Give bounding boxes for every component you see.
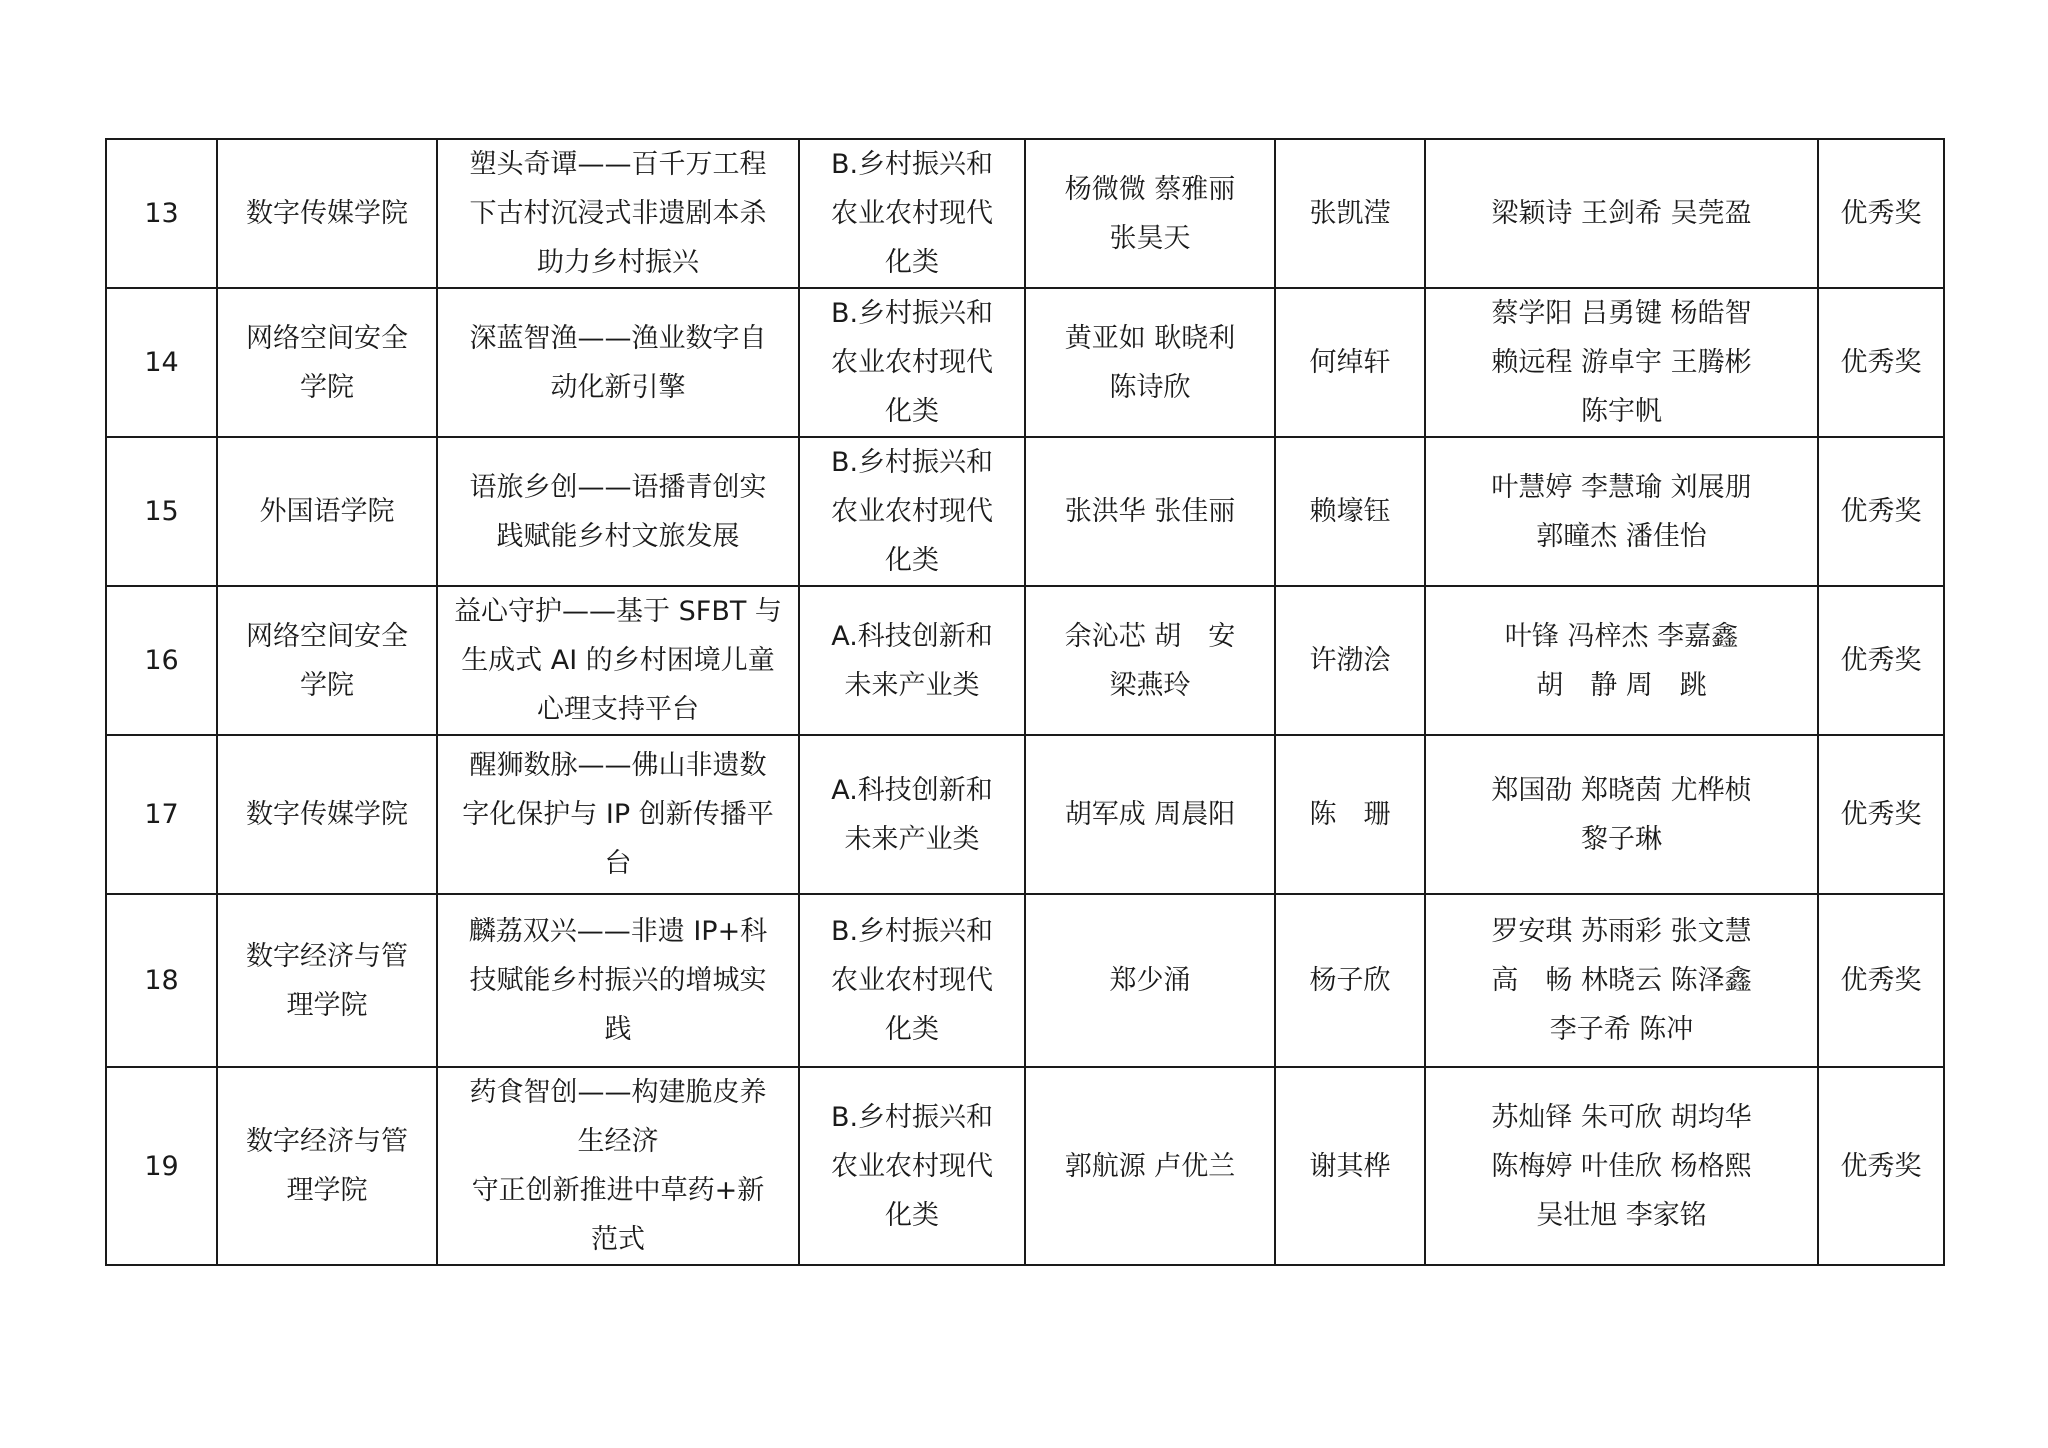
cell-team-leader	[1275, 1067, 1425, 1265]
cell-category	[799, 139, 1025, 288]
cell-award-line: 优秀奖	[1840, 347, 1922, 378]
cell-category-line: 农业农村现代	[831, 496, 993, 527]
cell-advisors-line: 余沁芯 胡 安	[1064, 620, 1236, 652]
table-row	[106, 894, 1944, 1067]
cell-project-name	[437, 586, 799, 735]
table-row	[106, 139, 1944, 288]
cell-project-name-line: 心理支持平台	[537, 694, 699, 725]
cell-team-members-line: 叶慧婷 李慧瑜 刘展朋	[1491, 471, 1752, 503]
cell-project-name-line: 语旅乡创——语播青创实	[469, 471, 767, 503]
cell-advisors-line: 黄亚如 耿晓利	[1064, 322, 1236, 354]
cell-college-line: 学院	[300, 669, 354, 701]
cell-advisors-line: 胡军成 周晨阳	[1064, 799, 1236, 830]
cell-category-line: 农业农村现代	[831, 198, 993, 229]
cell-project-name-line: 醒狮数脉——佛山非遗数	[469, 750, 767, 781]
cell-college	[217, 586, 437, 735]
cell-college-line: 学院	[300, 371, 354, 403]
cell-project-name-line: 药食智创——构建脆皮养	[469, 1077, 767, 1108]
cell-college-line: 数字传媒学院	[246, 799, 408, 830]
cell-advisors	[1025, 1067, 1275, 1265]
cell-project-name-line: 动化新引擎	[550, 371, 686, 403]
cell-category-line: B.乡村振兴和	[830, 916, 994, 947]
cell-team-leader	[1275, 586, 1425, 735]
cell-team-leader-line: 许渤浍	[1309, 645, 1391, 676]
cell-team-leader	[1275, 437, 1425, 586]
cell-team-members	[1425, 288, 1818, 437]
cell-college	[217, 1067, 437, 1265]
cell-team-members-line: 黎子琳	[1581, 823, 1662, 855]
cell-category-line: 化类	[885, 545, 939, 576]
cell-team-members-line: 梁颖诗 王剑希 吴莞盈	[1491, 198, 1752, 229]
cell-award-line: 优秀奖	[1840, 1150, 1922, 1182]
cell-category-line: B.乡村振兴和	[830, 149, 994, 180]
cell-advisors	[1025, 894, 1275, 1067]
cell-award	[1818, 894, 1944, 1067]
cell-project-name-line: 塑头奇谭——百千万工程	[469, 149, 767, 180]
cell-award	[1818, 139, 1944, 288]
table-body	[106, 139, 1944, 1265]
cell-category-line: 化类	[885, 396, 939, 427]
cell-project-name-line: 深蓝智渔——渔业数字自	[469, 322, 767, 354]
cell-category-line: 化类	[885, 1014, 939, 1045]
cell-team-members	[1425, 894, 1818, 1067]
cell-project-name	[437, 288, 799, 437]
cell-category-line: B.乡村振兴和	[830, 1101, 994, 1133]
cell-project-name-line: 践	[604, 1014, 632, 1045]
cell-advisors-line: 陈诗欣	[1109, 371, 1191, 403]
cell-team-members-line: 郑国劭 郑晓茵 尤桦桢	[1491, 774, 1752, 806]
cell-category-line: B.乡村振兴和	[830, 447, 994, 478]
cell-college-line: 数字传媒学院	[246, 198, 408, 229]
cell-college	[217, 288, 437, 437]
cell-team-members-line: 蔡学阳 吕勇键 杨皓智	[1491, 298, 1752, 329]
cell-team-members-line: 陈梅婷 叶佳欣 杨格熙	[1491, 1150, 1752, 1182]
cell-team-members	[1425, 735, 1818, 894]
cell-advisors-line: 杨微微 蔡雅丽	[1064, 173, 1236, 205]
cell-advisors	[1025, 139, 1275, 288]
table-row	[106, 1067, 1944, 1265]
cell-award	[1818, 288, 1944, 437]
cell-college-line: 理学院	[286, 1175, 368, 1206]
cell-category-line: 未来产业类	[844, 669, 980, 701]
cell-team-leader	[1275, 735, 1425, 894]
table-row	[106, 437, 1944, 586]
cell-college-line: 数字经济与管	[246, 940, 408, 972]
cell-category	[799, 894, 1025, 1067]
cell-advisors	[1025, 586, 1275, 735]
cell-advisors-line: 郭航源 卢优兰	[1064, 1150, 1236, 1182]
cell-category-line: 化类	[885, 247, 939, 278]
cell-number: 13	[106, 139, 217, 288]
cell-project-name	[437, 437, 799, 586]
cell-college	[217, 735, 437, 894]
cell-team-members-line: 罗安琪 苏雨彩 张文慧	[1491, 916, 1752, 947]
cell-team-leader-line: 赖壕钰	[1309, 496, 1391, 527]
cell-team-members-line: 高 畅 林晓云 陈泽鑫	[1491, 965, 1752, 996]
cell-number: 15	[106, 437, 217, 586]
cell-team-leader-line: 杨子欣	[1309, 965, 1391, 996]
cell-category-line: 农业农村现代	[831, 965, 993, 996]
cell-team-members	[1425, 586, 1818, 735]
cell-team-members	[1425, 437, 1818, 586]
cell-category-line: 农业农村现代	[831, 1150, 993, 1182]
cell-award-line: 优秀奖	[1840, 496, 1922, 527]
cell-team-members-line: 胡 静 周 跳	[1536, 669, 1707, 701]
cell-category-line: 化类	[885, 1199, 939, 1231]
cell-team-leader-line: 张凯滢	[1309, 198, 1391, 229]
cell-category	[799, 735, 1025, 894]
cell-team-members	[1425, 1067, 1818, 1265]
cell-number: 16	[106, 586, 217, 735]
cell-college-line: 理学院	[286, 989, 368, 1021]
cell-category	[799, 437, 1025, 586]
cell-college-line: 外国语学院	[259, 496, 395, 527]
cell-award	[1818, 437, 1944, 586]
cell-project-name-line: 益心守护——基于 SFBT 与	[454, 596, 782, 627]
cell-team-leader	[1275, 139, 1425, 288]
cell-college	[217, 894, 437, 1067]
cell-project-name-line: 范式	[591, 1224, 645, 1255]
cell-category-line: B.乡村振兴和	[830, 298, 994, 329]
cell-award	[1818, 735, 1944, 894]
cell-project-name-line: 生成式 AI 的乡村困境儿童	[461, 645, 775, 676]
cell-award-line: 优秀奖	[1840, 965, 1922, 996]
cell-award-line: 优秀奖	[1840, 799, 1922, 830]
cell-category	[799, 586, 1025, 735]
cell-team-members-line: 叶锋 冯梓杰 李嘉鑫	[1504, 620, 1739, 652]
cell-award-line: 优秀奖	[1840, 645, 1922, 676]
cell-number: 19	[106, 1067, 217, 1265]
cell-project-name-line: 字化保护与 IP 创新传播平	[462, 799, 774, 830]
cell-team-members	[1425, 139, 1818, 288]
cell-team-members-line: 李子希 陈冲	[1549, 1014, 1694, 1045]
cell-advisors-line: 张洪华 张佳丽	[1064, 496, 1236, 527]
cell-category-line: 农业农村现代	[831, 347, 993, 378]
cell-number: 18	[106, 894, 217, 1067]
cell-advisors	[1025, 437, 1275, 586]
cell-number: 14	[106, 288, 217, 437]
cell-project-name	[437, 735, 799, 894]
cell-team-leader-line: 陈 珊	[1309, 799, 1391, 830]
cell-advisors	[1025, 288, 1275, 437]
cell-team-members-line: 郭曈杰 潘佳怡	[1536, 520, 1707, 552]
table-row	[106, 288, 1944, 437]
cell-college	[217, 139, 437, 288]
cell-number: 17	[106, 735, 217, 894]
table-row	[106, 586, 1944, 735]
cell-project-name-line: 下古村沉浸式非遗剧本杀	[469, 198, 767, 229]
cell-project-name-line: 技赋能乡村振兴的增城实	[469, 965, 767, 996]
cell-college-line: 数字经济与管	[246, 1126, 408, 1157]
cell-team-members-line: 苏灿铎 朱可欣 胡均华	[1491, 1101, 1752, 1133]
cell-college-line: 网络空间安全	[246, 322, 408, 354]
cell-project-name-line: 麟荔双兴——非遗 IP+科	[468, 916, 768, 947]
cell-team-members-line: 赖远程 游卓宇 王腾彬	[1491, 347, 1752, 378]
cell-team-leader-line: 谢其桦	[1309, 1150, 1391, 1182]
cell-category	[799, 1067, 1025, 1265]
cell-project-name	[437, 894, 799, 1067]
cell-project-name	[437, 1067, 799, 1265]
cell-project-name	[437, 139, 799, 288]
cell-advisors-line: 张昊天	[1109, 222, 1191, 254]
cell-advisors-line: 郑少涌	[1109, 965, 1191, 996]
cell-project-name-line: 守正创新推进中草药+新	[471, 1175, 765, 1206]
cell-team-members-line: 陈宇帆	[1581, 396, 1662, 427]
cell-project-name-line: 践赋能乡村文旅发展	[496, 520, 740, 552]
cell-award	[1818, 586, 1944, 735]
cell-category-line: 未来产业类	[844, 823, 980, 855]
cell-college	[217, 437, 437, 586]
cell-category	[799, 288, 1025, 437]
cell-project-name-line: 台	[604, 848, 632, 879]
award-table	[105, 138, 1945, 1266]
table-row	[106, 735, 1944, 894]
cell-team-leader	[1275, 894, 1425, 1067]
cell-team-leader-line: 何绰轩	[1309, 347, 1391, 378]
cell-award	[1818, 1067, 1944, 1265]
cell-college-line: 网络空间安全	[246, 620, 408, 652]
cell-category-line: A.科技创新和	[831, 774, 993, 806]
cell-team-leader	[1275, 288, 1425, 437]
cell-award-line: 优秀奖	[1840, 198, 1922, 229]
cell-category-line: A.科技创新和	[831, 620, 993, 652]
cell-advisors	[1025, 735, 1275, 894]
cell-advisors-line: 梁燕玲	[1109, 669, 1191, 701]
cell-project-name-line: 助力乡村振兴	[537, 247, 699, 278]
cell-team-members-line: 吴壮旭 李家铭	[1536, 1199, 1707, 1231]
cell-project-name-line: 生经济	[577, 1126, 659, 1157]
